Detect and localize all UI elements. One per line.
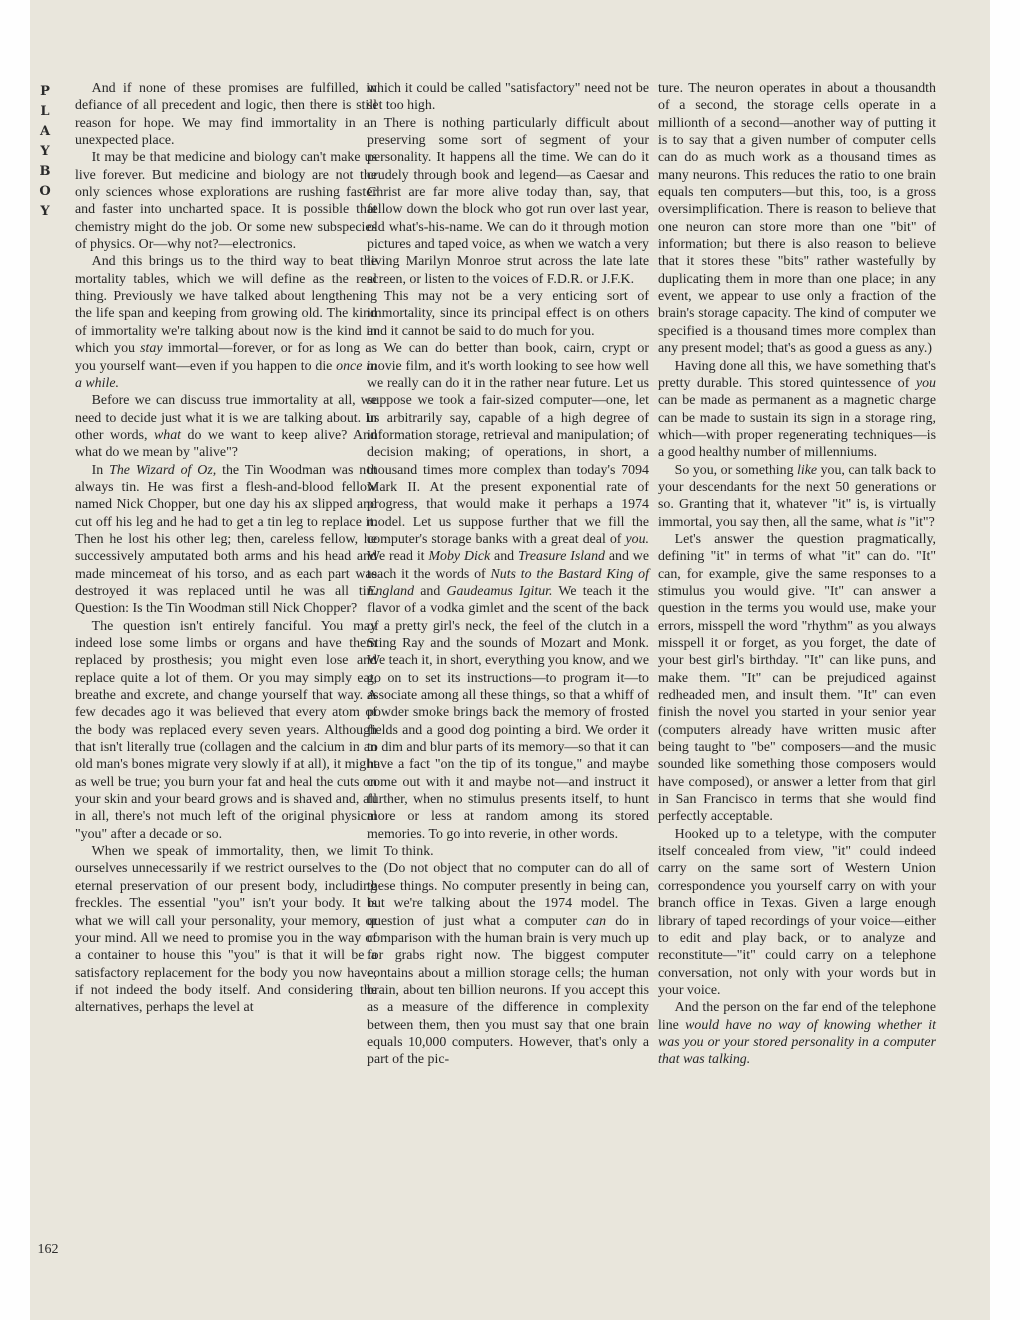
- sidebar-letter: L: [40, 104, 50, 119]
- paragraph: When we speak of immortality, then, we limit ourselves unnecessarily if we restrict ourselves to the eternal preservation of our present body, including freckles. The essential "you" isn't your body. It is what we will call your personality, your memory, or your mind. All we need to promise you in the way of a container to house this "you" is that it will be a satisfactory replacement for the body you now have, if not indeed the body itself. And considering the alternatives, perhaps the level at: [75, 844, 377, 1016]
- paragraph: Before we can discuss true immortality at all, we need to decide just what it is we are talking about. In other words, what do we want to keep alive? And what do we mean by "alive"?: [75, 393, 377, 461]
- text-column-3: [658, 80, 936, 1069]
- paragraph: And this brings us to the third way to beat the mortality tables, which we will define as the real thing. Previously we have talked about lengthening the life span and keeping from growing old. The kind of immortality we're talking about now is the kind in which you stay immortal—forever, or for as long as you yourself want—even if you happen to die once in a while.: [75, 254, 377, 391]
- italic-text: you: [915, 375, 936, 391]
- magazine-sidebar-title: [30, 82, 60, 222]
- page-number: 162: [37, 1242, 59, 1257]
- paragraph: In The Wizard of Oz, the Tin Woodman was not always tin. He was first a flesh-and-blood fellow named Nick Chopper, but one day his ax slipped and cut off his leg and he had to get a tin leg to replace it. Then he lost his other leg; then, careless fellow, he successively amputated both arms and his head and made mincemeat of his torso, and as each part was destroyed it was replaced until he was all tin. Question: Is the Tin Woodman still Nick Chopper?: [75, 462, 378, 617]
- magazine-page: [30, 0, 990, 1320]
- paragraph: We can do better than book, cairn, crypt or movie film, and it's worth looking to see how well we really can do it in the rather near future. Let us suppose we took a fair-sized computer—one, let us arbitrarily say, capable of a high degree of information storage, retrieval and manipulation; of decision making; of operations, in short, a thousand times more complex than today's 7094 Mark II. At the present exponential rate of progress, that would make it perhaps a 1974 model. Let us suppose further that we fill the computer's storage banks with a great deal of you. We read it Moby Dick and Treasure Island and we teach it the words of Nuts to the Bastard King of England and Gaudeamus Igitur. We teach it the flavor of a vodka gimlet and the scent of the back of a pretty girl's neck, the feel of the clutch in a Sting Ray and the sounds of Mozart and Monk. We teach it, in short, everything you know, and we go on to set its instructions—to program it—to associate among all these things, so that a whiff of powder smoke brings back the memory of frosted fields and a good dog pointing a bird. We order it to dim and blur parts of its memory—so that it can have a fact "on the tip of its tongue," and maybe come out with it and maybe not—and instruct it further, when no stimulus presents itself, to hunt more or less at random among its stored memories. To go into reverie, in other words.: [367, 341, 649, 842]
- paragraph: It may be that medicine and biology can't make us live forever. But medicine and biology are not the only sciences whose explorations are rushing faster and faster into uncharted space. It is possible that chemistry might do the job. Or some new subspecies of physics. Or—why not?—electronics.: [75, 150, 377, 253]
- text-column-1: [75, 80, 377, 1017]
- paragraph: The question isn't entirely fanciful. You may indeed lose some limbs or organs and have them replaced by prosthesis; you might even lose and replace quite a lot of them. Or you may simply eat, breathe and excrete, and change yourself that way. A few decades ago it was believed that every atom of the body was replaced every seven years. Although that isn't literally true (collagen and the calcium in an old man's bones migrate very slowly if at all), it might as well be true; you burn your fat and heal the cuts on your skin and your beard grows and is shaved and, all in all, there's not much left of the original physical "you" after a decade or so.: [75, 618, 377, 842]
- italic-text: like: [797, 462, 818, 478]
- italic-text: stay: [140, 341, 163, 357]
- paragraph: Let's answer the question pragmatically, defining "it" in terms of what "it" can do. "It" can, for example, give the same responses to a stimulus you would give. "It" can answer a question in the terms you would use, make your errors, misspell the word "rhythm" as you always misspell it or forget, as you forget, the date of your best girl's birthday. "It" can like puns, and make them. "It" can be prejudiced against redheaded men, and insult them. "It" can even finish the novel you started in your senior year (computers already have written music after being taught to "be" composers—and the music sounded like something those composers would have composed), or answer a letter from that girl in San Francisco in terms that she would find perfectly acceptable.: [658, 531, 936, 825]
- italic-text: Gaudeamus Igitur.: [446, 583, 553, 599]
- paragraph: ture. The neuron operates in about a thousandth of a second, the storage cells operate in a millionth of a second—another way of putting it is to say that a given number of computer cells can do as much work as a thousand times as many neurons. This reduces the ratio to one brain equals ten computers—but this, too, is a gross oversimplification. There is reason to believe that one neuron can store more than one "bit" of information; but there is also reason to believe that it stores these "bits" rather wastefully by duplicating them in more than one place; in any event, we appear to use only a fraction of the brain's storage capacity. The kind of computer we specified is a thousand times more complex than any present model; that's as good a guess as any.): [658, 81, 936, 357]
- italic-text: you.: [625, 531, 649, 547]
- italic-text: what: [153, 427, 181, 443]
- sidebar-letter: B: [39, 164, 51, 179]
- paragraph: And if none of these promises are fulfilled, in defiance of all precedent and logic, then there is still reason for hope. We may find immortality in an unexpected place.: [75, 81, 377, 149]
- sidebar-letter: Y: [40, 204, 50, 219]
- paragraph: Having done all this, we have something that's pretty durable. This stored quintessence of you can be made as permanent as a magnetic charge can be made to sustain its sign in a storage ring, which—with proper regenerating techniques—is a good healthy number of millenniums.: [658, 358, 936, 461]
- italic-text: once in a while.: [75, 358, 377, 391]
- paragraph: So you, or something like you, can talk back to your descendants for the next 50 generations or so. Granting that it, whatever "it" is, is virtually immortal, you say then, all the same, what is "it"?: [658, 462, 936, 530]
- paragraph: And the person on the far end of the telephone line would have no way of knowing whether it was you or your stored personality in a computer that was talking.: [658, 1000, 936, 1068]
- italic-text: would have no way of knowing whether it was you or your stored personality in a computer that was talking.: [658, 1017, 936, 1068]
- paragraph: which it could be called "satisfactory" need not be set too high.: [367, 81, 649, 114]
- paragraph: This may not be a very enticing sort of immortality, since its principal effect is on others and it cannot be said to do much for you.: [367, 289, 649, 339]
- text-column-2: [367, 80, 649, 1069]
- sidebar-letter: P: [40, 84, 50, 99]
- paragraph: Hooked up to a teletype, with the computer itself concealed from view, "it" could indeed carry on the same sort of Western Union correspondence you yourself carry on with your branch office in Texas. Given a large enough library of taped recordings of your voice—either to edit and play back, or to analyze and reconstitute—"it" could carry on a telephone conversation, not only with your words but in your voice.: [658, 826, 936, 998]
- paragraph: To think.: [383, 844, 434, 860]
- italic-text: can: [586, 913, 607, 929]
- paragraph: There is nothing particularly difficult about preserving some sort of segment of your personality. It happens all the time. We can do it crudely through book and legend—as Caesar and Christ are far more alive today than, say, that fellow down the block who got run over last year, old what's-his-name. We can do it through motion pictures and taped voice, as when we watch a very living Marilyn Monroe strut across the late late screen, or listen to the voices of F.D.R. or J.F.K.: [367, 115, 649, 287]
- sidebar-letter: Y: [40, 144, 50, 159]
- paragraph: (Do not object that no computer can do all of these things. No computer presently in being can, but we're talking about the 1974 model. The question of just what a computer can do in comparison with the human brain is very much up for grabs right now. The biggest computer contains about a million storage cells; the human brain, about ten billion neurons. If you accept this as a measure of the difference in complexity between them, then you must say that one brain equals 10,000 computers. However, that's only a part of the pic-: [367, 861, 649, 1068]
- italic-text: is: [896, 514, 907, 530]
- italic-text: The Wizard of Oz,: [109, 462, 217, 478]
- italic-text: Treasure Island: [518, 549, 605, 565]
- italic-text: Nuts to the Bastard King of England: [367, 566, 649, 599]
- sidebar-letter: O: [39, 184, 51, 199]
- italic-text: Moby Dick: [428, 549, 491, 565]
- sidebar-letter: A: [39, 124, 51, 139]
